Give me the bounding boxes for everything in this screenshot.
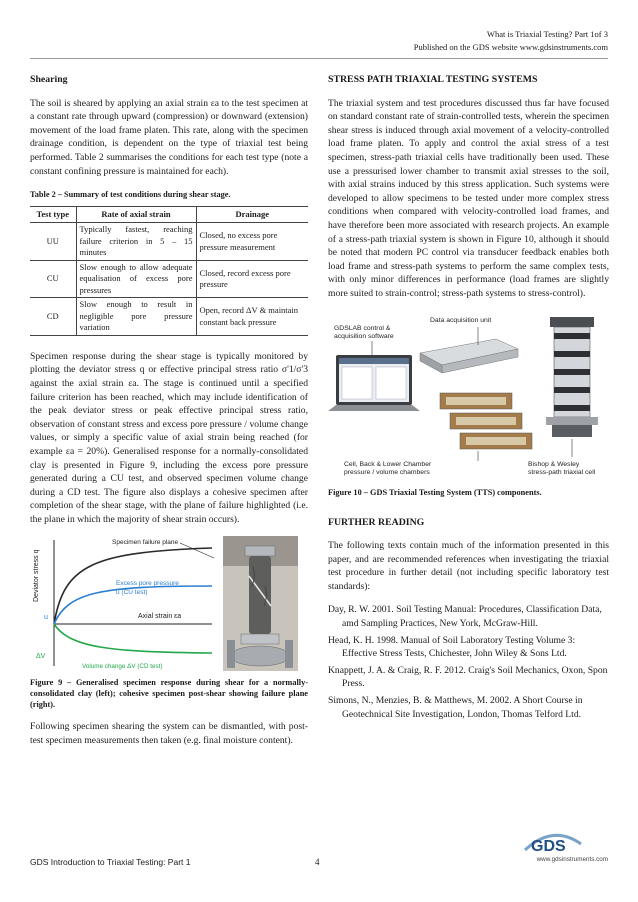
header-rate: Rate of axial strain xyxy=(76,206,196,223)
table-2-caption: Table 2 – Summary of test conditions during shear stage. xyxy=(30,190,231,200)
footer-title: GDS Introduction to Triaxial Testing: Part 1 xyxy=(30,857,191,867)
stress-path-paragraph: The triaxial system and test procedures discussed thus far have focused on standard constant rate of strain-controlled tests, wherein the specimen shear stress is induced through axial movement of a velocity-controlled load frame platen. To apply and control the axial stress of a test specimen, stress-path triaxial cells have traditionally been used. These use a pressurised lower chamber to transmit axial stresses to the soil, with axial strains induced by this stress application. Such systems were developed to allow specimens to be tested under more complex stress conditions when compared with velocity-controlled load frames, and have therefore been more associated with research projects. An example of a stress-path triaxial system is shown in Figure 10, although it should be noted that modern PC control via transducer feedback enables both load frame and stress-path systems to perform the same complex tests, with only minor differences in performance (load frames are slightly more suited to strain-control; stress-path systems to stress-control). xyxy=(328,97,609,299)
pore-pressure-label-2: u (CU test) xyxy=(116,589,148,597)
list-item: Simons, N., Menzies, B. & Matthews, M. 2002. A Short Course in Geotechnical Site Investigation, London, Thomas Telford Ltd. xyxy=(328,695,583,720)
dv-axis-label: ΔV xyxy=(36,653,46,661)
cell-drainage: Closed, no excess pore pressure measurement xyxy=(196,223,308,261)
test-conditions-table xyxy=(30,206,308,336)
cell-test-type: UU xyxy=(30,223,76,261)
volume-change-label: Volume change ΔV (CD test) xyxy=(82,663,163,671)
table-row xyxy=(30,223,308,261)
left-column xyxy=(30,73,308,758)
cell-drainage: Open, record ΔV & maintain constant back pressure xyxy=(196,298,308,336)
header-test-type: Test type xyxy=(30,206,76,223)
shearing-paragraph-1: The soil is sheared by applying an axial strain εa to the test specimen at a constant rate through upward (compression) or downward (extension) movement of the load frame platen. This rate, along with the specimen drainage condition, is dependent on the type of triaxial test being performed. Table 2 summarises the conditions for each test type (note a constant confining pressure is maintained for each). xyxy=(30,97,308,177)
cell-test-type: CD xyxy=(30,298,76,336)
figure-9 xyxy=(30,536,308,671)
deviator-axis-label: Deviator stress q xyxy=(33,549,40,603)
list-item: Day, R. W. 2001. Soil Testing Manual: Procedures, Classification Data, amd Sampling Practices, New York, McGraw-Hill. xyxy=(328,604,602,630)
header-divider xyxy=(30,58,608,59)
laptop-illustration xyxy=(328,355,420,411)
cell-test-type: CU xyxy=(30,260,76,298)
figure-10-caption: Figure 10 – GDS Triaxial Testing System (TTS) components. xyxy=(328,487,542,497)
specimen-photo xyxy=(223,536,298,671)
daq-label: Data acquisition unit xyxy=(430,316,492,324)
gdslab-label-line-1: GDSLAB control & xyxy=(334,324,391,332)
failure-plane-label: Specimen failure plane xyxy=(112,539,179,547)
shear-response-svg xyxy=(30,536,215,671)
failure-plane-pointer xyxy=(180,543,214,558)
further-reading-paragraph: The following texts contain much of the information presented in this paper, and are recommended references when investigating the triaxial test procedure in further detail (not including specific laboratory test standards): xyxy=(328,540,609,592)
cell-drainage: Closed, record excess pore pressure xyxy=(196,260,308,298)
volume-change-curve xyxy=(54,624,212,653)
table-row xyxy=(30,298,308,336)
triaxial-cell xyxy=(546,317,598,437)
right-column xyxy=(328,73,609,724)
figure-10 xyxy=(328,311,609,481)
list-item: Head, K. H. 1998. Manual of Soil Laboratory Testing Volume 3: Effective Stress Tests, Chichester, John Wiley & Sons Ltd. xyxy=(328,634,576,660)
reference-list xyxy=(328,603,609,721)
bishop-label-line-1: Bishop & Wesley xyxy=(528,460,580,468)
shear-response-graph xyxy=(30,536,215,671)
further-reading-heading: FURTHER READING xyxy=(328,516,425,528)
header-drainage: Drainage xyxy=(196,206,308,223)
chambers-label xyxy=(344,461,431,477)
shearing-paragraph-2: Specimen response during the shear stage is typically monitored by plotting the deviator stress q or effective principal stress ratio σ'1/σ'3 against the axial strain εa. The stage is continued until a specified failure criterion has been reached, which may include identification of the peak deviator stress or peak effective principal stress ratio, observation of constant stress and excess pore pressure / volume change values, or simply a specific value of axial strain being reached (for example εa = 20%). Generalised response for a normally-consolidated clay is presented in Figure 9, including the excess pore pressure generated during a CU test, and observed specimen volume change during a CD test. The figure also displays a cohesive specimen after completion of the shear stage, with the plane of failure highlighted (i.e. the plane in which the majority of shear strain occurs). xyxy=(30,350,308,525)
footer-url: www.gdsinstruments.com xyxy=(536,856,608,863)
figure-9-caption: Figure 9 – Generalised specimen response during shear for a normally-consolidated clay (left); cohesive specimen post-shear showing failure plane (right). xyxy=(30,678,308,710)
table-header-row xyxy=(30,206,308,223)
header-published: Published on the GDS website www.gdsinstruments.com xyxy=(413,42,608,52)
table-row xyxy=(30,260,308,298)
pore-pressure-label-1: Excess pore pressure xyxy=(116,580,179,588)
gds-logo-text: GDS xyxy=(531,838,566,854)
shearing-paragraph-3: Following specimen shearing the system can be dismantled, with post-test specimen measurements then taken (e.g. final moisture content). xyxy=(30,721,308,747)
page-header xyxy=(414,28,608,54)
bishop-label xyxy=(528,461,595,477)
specimen-photo-svg xyxy=(223,536,298,671)
cell-rate: Slow enough to allow adequate equalisation of excess pore pressures xyxy=(76,260,196,298)
shearing-heading: Shearing xyxy=(30,74,68,85)
gdslab-label xyxy=(334,325,394,341)
bishop-label-line-2: stress-path triaxial cell xyxy=(528,468,596,476)
chambers-label-line-2: pressure / volume chambers xyxy=(344,468,430,476)
u-axis-label: u xyxy=(44,614,48,622)
axial-strain-label: Axial strain εa xyxy=(138,613,182,621)
page-number: 4 xyxy=(315,857,320,867)
gdslab-label-line-2: acquisition software xyxy=(334,332,394,340)
stress-path-heading: STRESS PATH TRIAXIAL TESTING SYSTEMS xyxy=(328,74,538,85)
data-acquisition-unit xyxy=(420,339,518,373)
list-item: Knappett, J. A. & Craig, R. F. 2012. Craig's Soil Mechanics, Oxon, Spon Press. xyxy=(328,664,608,690)
header-title: What is Triaxial Testing? Part 1of 3 xyxy=(486,29,608,39)
pressure-controllers xyxy=(440,393,532,449)
cell-rate: Slow enough to result in negligible pore pressure variation xyxy=(76,298,196,336)
chambers-label-line-1: Cell, Back & Lower Chamber xyxy=(344,460,432,468)
cell-rate: Typically fastest, reaching failure criterion in 5 – 15 minutes xyxy=(76,223,196,261)
gds-logo-icon xyxy=(523,830,583,854)
